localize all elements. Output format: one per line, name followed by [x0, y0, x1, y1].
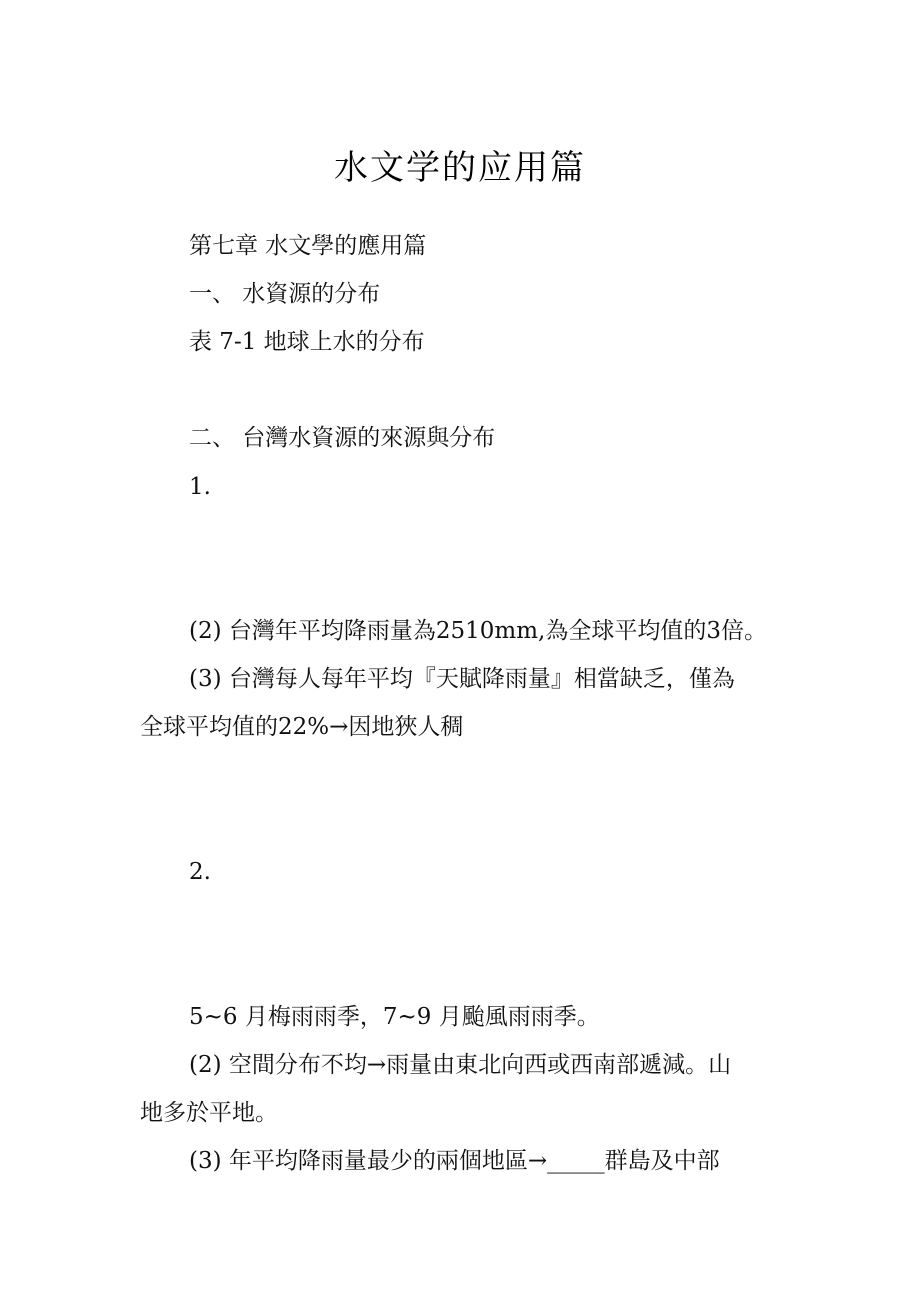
paragraph-line: (3) 台灣每人每年平均『天賦降雨量』相當缺乏，僅為 — [189, 666, 735, 692]
paragraph-line: (2) 空間分布不均→雨量由東北向西或西南部遞減。山 — [189, 1052, 732, 1078]
document-title: 水文学的应用篇 — [334, 148, 586, 188]
chapter-heading: 第七章 水文學的應用篇 — [189, 233, 427, 259]
paragraph-line: (2) 台灣年平均降雨量為2510mm,為全球平均值的3倍。 — [189, 618, 767, 644]
list-item-number: 2. — [189, 859, 211, 885]
section-heading-1: 一、 水資源的分布 — [189, 281, 381, 307]
table-caption: 表 7-1 地球上水的分布 — [189, 329, 425, 355]
paragraph-line: (3) 年平均降雨量最少的兩個地區→_____群島及中部 — [189, 1148, 720, 1174]
paragraph-line: 5~6 月梅雨雨季，7~9 月颱風雨雨季。 — [189, 1004, 600, 1030]
paragraph-line: 全球平均值的22%→因地狹人稠 — [140, 714, 464, 740]
paragraph-line: 地多於平地。 — [140, 1100, 278, 1126]
section-heading-2: 二、 台灣水資源的來源與分布 — [189, 425, 496, 451]
list-item-number: 1. — [189, 474, 211, 500]
